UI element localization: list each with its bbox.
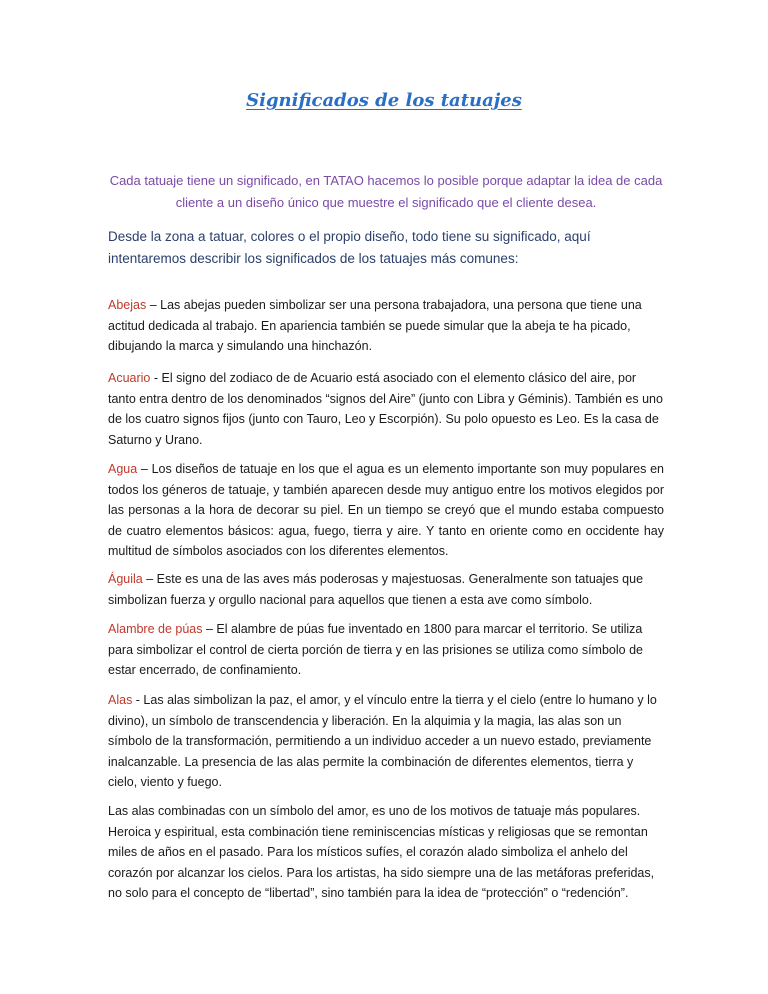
entry-text: – Los diseños de tatuaje en los que el agua es un elemento importante son muy populares en todos los géneros de tatuaje, y también aparecen desde muy antiguo entre los motivos elegidos por las personas a la hora de decorar su piel. En un tiempo se creyó que el mundo estaba compuesto de cuatro elementos básicos: agua, fuego, tierra y aire. Y tanto en oriente como en occidente hay multitud de símbolos asociados con los diferentes elementos. [108,462,664,558]
entry-alas [108,690,664,793]
entry-term: Agua [108,462,138,476]
entry-text: – Este es una de las aves más poderosas y majestuosas. Generalmente son tatuajes que simbolizan fuerza y orgullo nacional para aquellos que tienen a esta ave como símbolo. [108,572,644,607]
entry-term: Alas [108,693,133,707]
entry-text: - Las alas simbolizan la paz, el amor, y el vínculo entre la tierra y el cielo (entre lo humano y lo divino), un símbolo de transcendencia y liberación. En la alquimia y la magia, las alas son un símbolo de la transformación, permitiendo a un individuo acceder a un nuevo estado, previamente inalcanzable. La presencia de las alas permite la combinación de diferentes elementos, tierra y cielo, viento y fuego. [108,693,657,789]
entry-term: Alambre de púas [108,622,203,636]
intro-paragraph: Cada tatuaje tiene un significado, en TATAO hacemos lo posible porque adaptar la idea de cada cliente a un diseño único que muestre el significado que el cliente desea. [109,173,663,210]
entry-text: – Las abejas pueden simbolizar ser una persona trabajadora, una persona que tiene una actitud dedicada al trabajo. En apariencia también se puede simular que la abeja te ha picado, dibujando la marca y simulando una hinchazón. [108,298,642,353]
entry-alambre-de-puas [108,619,664,681]
entry-abejas [108,295,664,357]
entry-aguila [108,569,664,610]
entry-acuario [108,368,664,450]
page-title: Significados de los tatuajes [246,90,522,111]
entry-text: – El alambre de púas fue inventado en 1800 para marcar el territorio. Se utiliza para simbolizar el control de cierta porción de tierra y en las prisiones se utiliza como símbolo de estar encerrado, de confinamiento. [108,622,643,677]
entry-term: Abejas [108,298,147,312]
closing-paragraph: Las alas combinadas con un símbolo del amor, es uno de los motivos de tatuaje más populares. Heroica y espiritual, esta combinación tiene reminiscencias místicas y religiosas que se remontan miles de años en el pasado. Para los místicos sufíes, el corazón alado simboliza el anhelo del corazón por alcanzar los cielos. Para los artistas, ha sido siempre una de las metáforas preferidas, no solo para el concepto de “libertad”, sino también para la idea de “protección” o “redención”. [108,804,655,900]
entry-term: Acuario [108,371,151,385]
entry-term: Águila [108,572,143,586]
entry-text: - El signo del zodiaco de de Acuario está asociado con el elemento clásico del aire, por tanto entra dentro de los denominados “signos del Aire” (junto con Libra y Géminis). También es uno de los cuatro signos fijos (junto con Tauro, Leo y Escorpión). Su polo opuesto es Leo. Es la casa de Saturno y Urano. [108,371,663,447]
entry-agua [108,459,664,562]
lead-paragraph: Desde la zona a tatuar, colores o el propio diseño, todo tiene su significado, aquí intentaremos describir los significados de los tatuajes más comunes: [108,229,591,266]
